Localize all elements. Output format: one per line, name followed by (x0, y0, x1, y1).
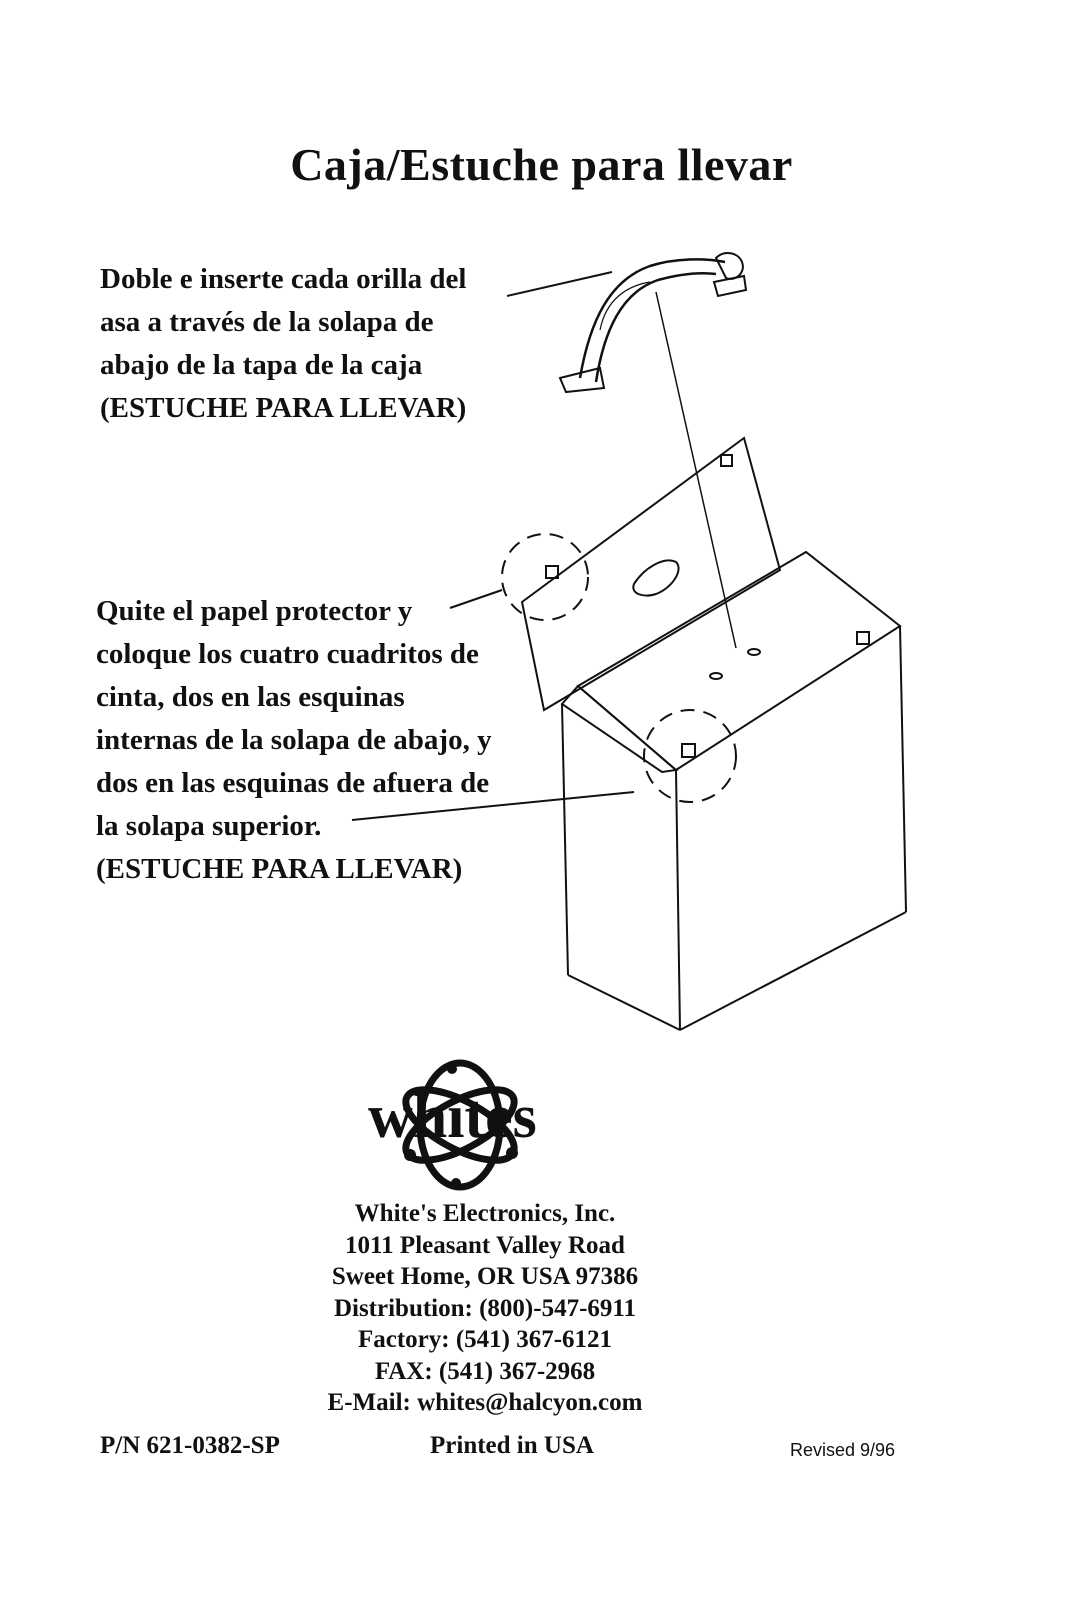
handle-icon (560, 253, 746, 392)
address-line: White's Electronics, Inc. (354, 1200, 616, 1227)
logo-text: whites (368, 1083, 537, 1151)
whites-logo (360, 1055, 600, 1195)
page-title: Caja/Estuche para llevar (290, 139, 793, 190)
lid-inner-flap (562, 686, 676, 772)
address-line: Sweet Home, OR USA 97386 (331, 1263, 639, 1290)
instruction-line: (ESTUCHE PARA LLEVAR) (96, 853, 463, 885)
back-flap (522, 438, 780, 710)
instruction-line: coloque los cuatro cuadritos de (96, 638, 479, 670)
address-line: FAX: (541) 367-2968 (374, 1357, 596, 1385)
part-number: P/N 621-0382-SP (100, 1432, 280, 1459)
flap-slot (633, 560, 678, 595)
instruction-line: Doble e inserte cada orilla del (100, 263, 467, 295)
instruction-line: internas de la solapa de abajo, y (96, 724, 492, 756)
revision-date: Revised 9/96 (790, 1440, 896, 1460)
address-line: Distribution: (800)-547-6911 (333, 1294, 637, 1322)
lid-hole (710, 673, 722, 679)
address-line: Factory: (541) 367-6121 (357, 1326, 613, 1353)
printed-in: Printed in USA (430, 1432, 594, 1459)
email-line: E-Mail: whites@halcyon.com (327, 1389, 643, 1416)
address-line: 1011 Pleasant Valley Road (345, 1231, 625, 1259)
tape-leader-line-upper (450, 590, 502, 608)
instruction-line: la solapa superior. (96, 810, 322, 842)
instruction-line: cinta, dos en las esquinas (96, 681, 405, 713)
instruction-line: Quite el papel protector y (96, 595, 413, 627)
instruction-line: (ESTUCHE PARA LLEVAR) (100, 392, 467, 424)
tape-square-icon (857, 632, 869, 644)
insertion-guide-line (656, 292, 736, 648)
tape-square-icon (721, 455, 732, 466)
instruction-line: abajo de la tapa de la caja (100, 349, 423, 381)
lid-hole (748, 649, 760, 655)
instruction-line: dos en las esquinas de afuera de (96, 767, 490, 799)
tape-leader-line-lower (352, 792, 634, 820)
instruction-line: asa a través de la solapa de (100, 306, 434, 338)
tape-square-icon (682, 744, 695, 757)
handle-leader-line (507, 272, 612, 296)
company-address (260, 1198, 710, 1419)
